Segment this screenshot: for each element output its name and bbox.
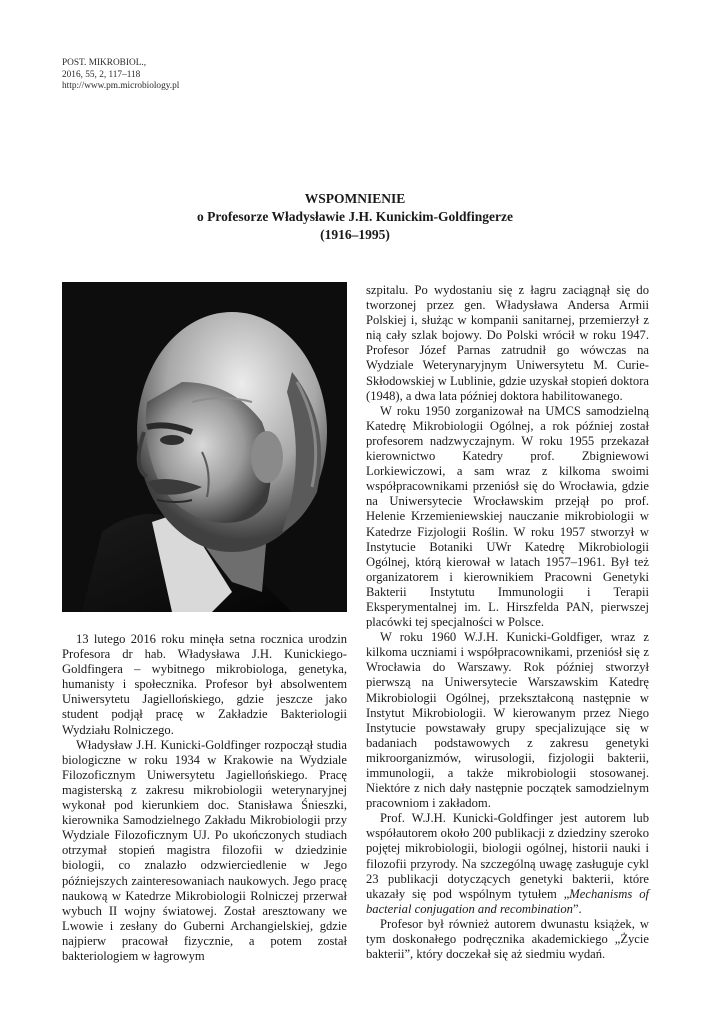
portrait-photo [62,282,347,612]
paragraph-text: Prof. W.J.H. Kunicki-Goldfinger jest autorem lub współautorem około 200 publikacji z dziedziny szeroko pojętej mikrobiologii, biologii ogólnej, historii nauki i filozofii przyrody. Na szczególną uwagę zasługuje cykl 23 publikacji dotyczących genetyki bakterii, które ukazały się pod wspólnym tytułem „ [366,811,649,901]
paragraph: Profesor był również autorem dwunastu książek, w tym doskonałego podręcznika akademickiego „Życie bakterii”, który doczekał się aż siedmiu wydań. [366,916,649,962]
portrait-image [62,282,347,612]
journal-volume: 2016, 55, 2, 117–118 [62,69,141,80]
publication-title: Mechanisms of bacterial conjugation and recombination [366,886,649,916]
journal-citation: POST. MIKROBIOL., [62,58,147,68]
left-column [62,632,347,964]
journal-header [62,58,179,93]
title-heading: WSPOMNIENIE [304,191,406,206]
paragraph: W roku 1960 W.J.H. Kunicki-Goldfiger, wraz z kilkoma uczniami i współpracownikami, przeniósł się z Wrocławia do Warszawy. Rok później stworzył pierwszą na Uniwersytecie Warszawskim Katedrę Mikrobiologii Ogólnej, przekształconą następnie w Instytut Mikrobiologii. W kierowanym przez Niego Instytucie powstawały grupy specjalizujące się w badaniach podstawowych z zakresu genetyki mikroorganizmów, wirusologii, fizjologii bakterii, immunologii, a także mikrobiologii stosowanej. Niektóre z nich dały następnie początek samodzielnym pracowniom i zakładom. [366,630,649,811]
paragraph: Władysław J.H. Kunicki-Goldfinger rozpoczął studia biologiczne w roku 1934 w Krakowie na Wydziale Filozoficznym Uniwersytetu Jagiellońskiego. Pracę magisterską z zakresu mikrobiologii weterynaryjnej wykonał pod kierunkiem doc. Stanisława Śnieszki, kierownika Samodzielnego Zakładu Mikrobiologii przy Wydziale Filozoficznym UJ. Po ukończonych studiach otrzymał stopień magistra filozofii w dziedzinie biologii, co znalazło odzwierciedlenie w Jego późniejszych zainteresowaniach naukowych. Jego pracę naukową w Katedrze Mikrobiologii Rolniczej przerwał wybuch II wojny światowej. Został aresztowany we Lwowie i zesłany do Guberni Archangielskiej, gdzie najpierw pracował fizycznie, a potem został bakteriologiem w łagrowym [62,737,347,963]
paragraph [366,811,649,917]
title-years: (1916–1995) [320,227,390,242]
title-subject: o Profesorze Władysławie J.H. Kunickim-Goldfingerze [197,209,513,224]
article-title [62,190,648,244]
paragraph: szpitalu. Po wydostaniu się z łagru zaciągnął się do tworzonej przez gen. Władysława Andersa Armii Polskiej i, służąc w kompanii sanitarnej, przemierzył z nią cały szlak bojowy. Do Polski wrócił w roku 1947. Profesor Józef Parnas zatrudnił go wówczas na Wydziale Weterynaryjnym Uniwersytetu M. Curie-Skłodowskiej w Lublinie, gdzie uzyskał stopień doktora (1948), a dwa lata później doktora habilitowanego. [366,283,649,403]
right-column [366,283,649,962]
paragraph: 13 lutego 2016 roku minęła setna rocznica urodzin Profesora dr hab. Władysława J.H. Kunickiego-Goldfingera – wybitnego mikrobiologa, genetyka, humanisty i społecznika. Profesor był absolwentem Uniwersytetu Jagiellońskiego, gdzie jeszcze jako student podjął pracę w Zakładzie Bakteriologii Wydziału Rolniczego. [62,632,347,737]
paragraph: W roku 1950 zorganizował na UMCS samodzielną Katedrę Mikrobiologii Ogólnej, a rok później został profesorem nadzwyczajnym. W roku 1955 przekazał kierownictwo Katedry prof. Zbigniewowi Lorkiewiczowi, a sam wraz z kilkoma swoimi współpracownikami przeniósł się do Wrocławia, gdzie na Uniwersytecie Wrocławskim przejął po prof. Helenie Krzemieniewskiej nauczanie mikrobiologii w Katedrze Fizjologii Roślin. W roku 1957 stworzył w Instytucie Botaniki UWr Katedrę Mikrobiologii Ogólnej, którą kierował w latach 1957–1961. Był też organizatorem i kierownikiem Pracowni Genetyki Bakterii Instytutu Immunologii i Terapii Eksperymentalnej im. L. Hirszfelda PAN, pierwszej placówki tej specjalności w Polsce. [366,403,649,630]
paragraph-text: ”. [572,901,582,916]
journal-url[interactable]: http://www.pm.microbiology.pl [62,81,180,91]
